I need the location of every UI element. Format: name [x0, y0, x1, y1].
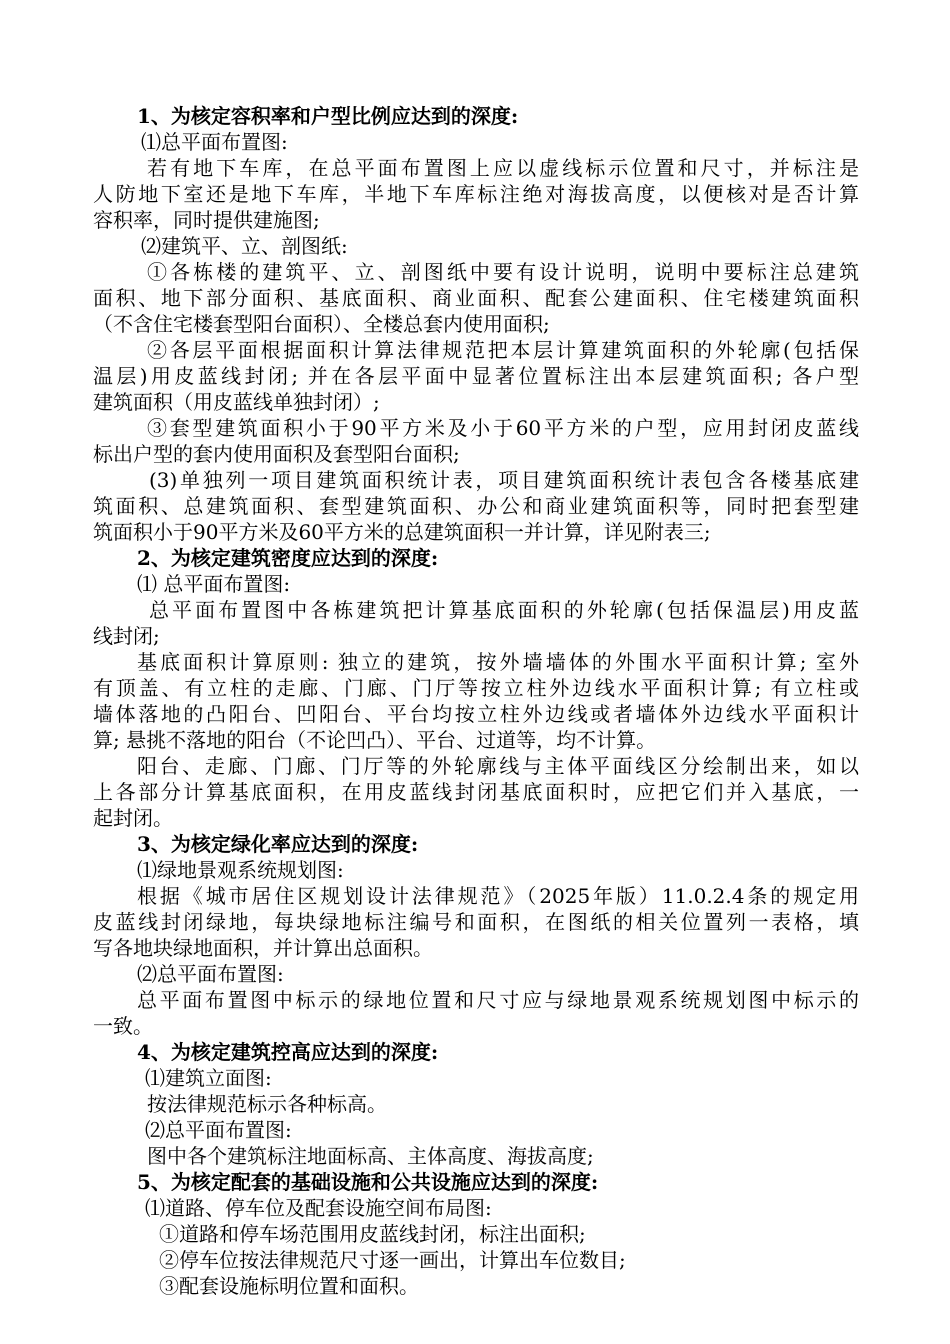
paragraph-line: 按法律规范标示各种标高。: [147, 1092, 387, 1116]
list-item: ③配套设施标明位置和面积。: [159, 1274, 419, 1298]
paragraph-line: 总平面布置图中标示的绿地位置和尺寸应与绿地景观系统规划图中标示的: [137, 988, 859, 1012]
subheading: ⑴ 总平面布置图:: [137, 572, 291, 596]
paragraph-line: 总平面布置图中各栋建筑把计算基底面积的外轮廓(包括保温层)用皮蓝: [149, 598, 859, 622]
paragraph-line: 有顶盖、有立柱的走廊、门廊、门厅等按立柱外边线水平面积计算; 有立柱或: [93, 676, 859, 700]
paragraph-line: 人防地下室还是地下车库，半地下车库标注绝对海拔高度，以便核对是否计算: [93, 182, 859, 206]
list-item: ②停车位按法律规范尺寸逐一画出，计算出车位数目;: [159, 1248, 626, 1272]
subheading: ⑴道路、停车位及配套设施空间布局图:: [145, 1196, 492, 1220]
paragraph-line: 根据《城市居住区规划设计法律规范》（2025年版）11.0.2.4条的规定用: [137, 884, 859, 908]
paragraph-line: 容积率，同时提供建施图;: [93, 208, 320, 232]
section-heading-2: 2、为核定建筑密度应达到的深度:: [137, 546, 439, 570]
subheading: ⑴总平面布置图:: [141, 130, 288, 154]
section-heading-1: 1、为核定容积率和户型比例应达到的深度:: [137, 104, 519, 128]
paragraph-line: 阳台、走廊、门廊、门厅等的外轮廓线与主体平面线区分绘制出来，如以: [137, 754, 859, 778]
paragraph-line: 墙体落地的凸阳台、凹阳台、平台均按立柱外边线或者墙体外边线水平面积计: [93, 702, 859, 726]
paragraph-line: 建筑面积（用皮蓝线单独封闭）;: [93, 390, 380, 414]
section-heading-3: 3、为核定绿化率应达到的深度:: [137, 832, 419, 856]
paragraph-line: 面积、地下部分面积、基底面积、商业面积、配套公建面积、住宅楼建筑面积: [93, 286, 859, 310]
list-item: ①道路和停车场范围用皮蓝线封闭，标注出面积;: [159, 1222, 586, 1246]
paragraph-line: 皮蓝线封闭绿地，每块绿地标注编号和面积，在图纸的相关位置列一表格，填: [93, 910, 859, 934]
paragraph-line: 图中各个建筑标注地面标高、主体高度、海拔高度;: [147, 1144, 594, 1168]
paragraph-line: 温层)用皮蓝线封闭; 并在各层平面中显著位置标注出本层建筑面积; 各户型: [93, 364, 859, 388]
paragraph-line: 一致。: [93, 1014, 153, 1038]
paragraph-line: 若有地下车库，在总平面布置图上应以虚线标示位置和尺寸，并标注是: [147, 156, 859, 180]
paragraph-line: 筑面积、总建筑面积、套型建筑面积、办公和商业建筑面积等，同时把套型建: [93, 494, 859, 518]
paragraph-line: ①各栋楼的建筑平、立、剖图纸中要有设计说明，说明中要标注总建筑: [147, 260, 859, 284]
paragraph-line: ②各层平面根据面积计算法律规范把本层计算建筑面积的外轮廓(包括保: [147, 338, 859, 362]
paragraph-line: 写各地块绿地面积，并计算出总面积。: [93, 936, 433, 960]
paragraph-line: 标出户型的套内使用面积及套型阳台面积;: [93, 442, 460, 466]
paragraph-line: 基底面积计算原则: 独立的建筑，按外墙墙体的外围水平面积计算; 室外: [137, 650, 859, 674]
section-heading-5: 5、为核定配套的基础设施和公共设施应达到的深度:: [137, 1170, 599, 1194]
paragraph-line: （不含住宅楼套型阳台面积）、全楼总套内使用面积;: [93, 312, 550, 336]
subheading: ⑵总平面布置图:: [145, 1118, 292, 1142]
paragraph-line: 上各部分计算基底面积，在用皮蓝线封闭基底面积时，应把它们并入基底，一: [93, 780, 859, 804]
paragraph-line: 起封闭。: [93, 806, 173, 830]
subheading: ⑵建筑平、立、剖图纸:: [141, 234, 348, 258]
subheading: ⑵总平面布置图:: [137, 962, 284, 986]
subheading: ⑴建筑立面图:: [145, 1066, 272, 1090]
paragraph-line: 算; 悬挑不落地的阳台（不论凹凸）、平台、过道等，均不计算。: [93, 728, 657, 752]
section-heading-4: 4、为核定建筑控高应达到的深度:: [137, 1040, 439, 1064]
paragraph-line: 线封闭;: [93, 624, 160, 648]
paragraph-line: 筑面积小于90平方米及60平方米的总建筑面积一并计算，详见附表三;: [93, 520, 711, 544]
paragraph-line: (3)单独列一项目建筑面积统计表，项目建筑面积统计表包含各楼基底建: [149, 468, 859, 492]
subheading: ⑴绿地景观系统规划图:: [137, 858, 344, 882]
paragraph-line: ③套型建筑面积小于90平方米及小于60平方米的户型，应用封闭皮蓝线: [147, 416, 859, 440]
